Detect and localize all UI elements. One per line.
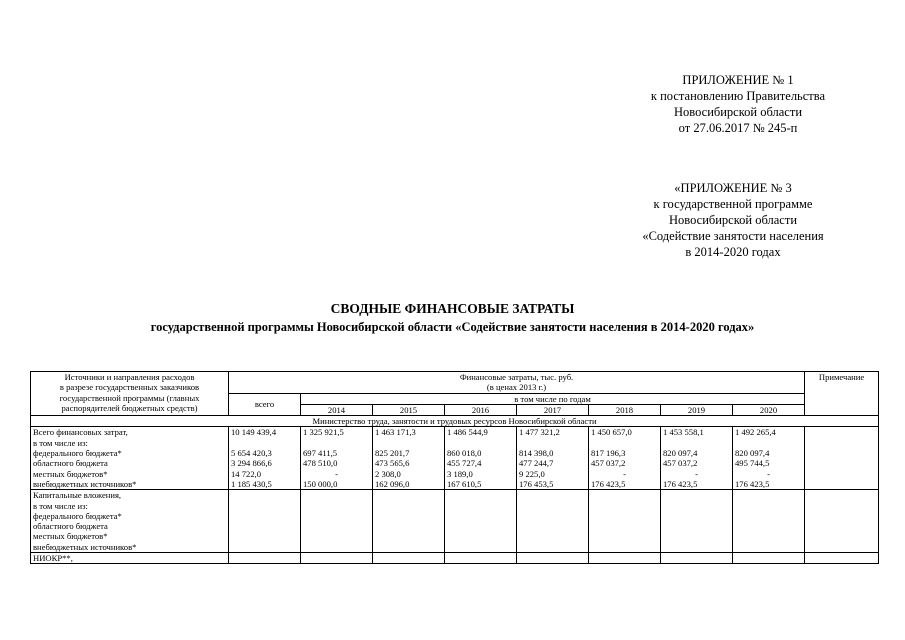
costs-column-header: Финансовые затраты, тыс. руб. (в ценах 2013 г.): [229, 372, 805, 394]
program-appendix-header: [608, 180, 858, 260]
year-header: 2015: [373, 404, 445, 415]
value-cell-2020: [733, 553, 805, 564]
header-line: в 2014-2020 годах: [685, 245, 781, 259]
value-cell-2020: 1 492 265,4 820 097,4 495 744,5 - 176 423,5: [733, 427, 805, 490]
document-title: СВОДНЫЕ ФИНАНСОВЫЕ ЗАТРАТЫ: [330, 301, 575, 316]
header-line: Новосибирской области: [668, 213, 798, 227]
value-cell-2019: [661, 490, 733, 553]
value-cell-2020: [733, 490, 805, 553]
source-column-header: Источники и направления расходов в разрезе государственных заказчиков государственной программы (главных распорядителей бюджетных средств): [31, 372, 229, 416]
header-line: Новосибирской области: [673, 105, 803, 119]
header-line: к постановлению Правительства: [650, 89, 826, 103]
year-header: 2020: [733, 404, 805, 415]
note-cell: [805, 490, 879, 553]
value-cell-total: [229, 553, 301, 564]
year-header: 2018: [589, 404, 661, 415]
value-cell-2016: [445, 553, 517, 564]
note-cell: [805, 553, 879, 564]
value-cell-2014: 1 325 921,5 697 411,5 478 510,0 - 150 000,0: [301, 427, 373, 490]
total-column-header: всего: [229, 393, 301, 416]
value-cell-2019: [661, 553, 733, 564]
table-header-row: [31, 372, 879, 394]
note-cell: [805, 427, 879, 490]
value-cell-2017: 1 477 321,2 814 398,0 477 244,7 9 225,0 176 453,5: [517, 427, 589, 490]
document-subtitle: государственной программы Новосибирской области «Содействие занятости населения в 2014-2020 годах»: [150, 320, 755, 334]
row-labels: НИОКР**,: [31, 553, 229, 564]
value-cell-2017: [517, 490, 589, 553]
value-cell-total: 10 149 439,4 5 654 420,3 3 294 866,6 14 722,0 1 185 430,5: [229, 427, 301, 490]
year-header: 2017: [517, 404, 589, 415]
note-column-header: Примечание: [805, 372, 879, 416]
value-cell-2018: [589, 490, 661, 553]
value-cell-2015: [373, 490, 445, 553]
value-cell-2016: 1 486 544,9 860 018,0 455 727,4 3 189,0 167 610,5: [445, 427, 517, 490]
table-row-rnd: [31, 553, 879, 564]
year-header: 2019: [661, 404, 733, 415]
value-cell-2018: 1 450 657,0 817 196,3 457 037,2 - 176 423,5: [589, 427, 661, 490]
value-cell-2018: [589, 553, 661, 564]
value-cell-2015: 1 463 171,3 825 201,7 473 565,6 2 308,0 162 096,0: [373, 427, 445, 490]
ministry-row: [31, 416, 879, 427]
resolution-appendix-header: [618, 72, 858, 136]
value-cell-2016: [445, 490, 517, 553]
year-header: 2016: [445, 404, 517, 415]
header-line: «ПРИЛОЖЕНИЕ № 3: [674, 181, 792, 195]
value-cell-total: [229, 490, 301, 553]
row-labels: Капитальные вложения, в том числе из: федерального бюджета* областного бюджета местных бюджетов* внебюджетных источников*: [31, 490, 229, 553]
ministry-name: Министерство труда, занятости и трудовых ресурсов Новосибирской области: [31, 416, 879, 427]
header-line: к государственной программе: [653, 197, 813, 211]
header-line: «Содействие занятости населения: [642, 229, 824, 243]
value-cell-2017: [517, 553, 589, 564]
year-header: 2014: [301, 404, 373, 415]
value-cell-2014: [301, 553, 373, 564]
table-row-total-costs: [31, 427, 879, 490]
row-labels: Всего финансовых затрат, в том числе из: федерального бюджета* областного бюджета местных бюджетов* внебюджетных источников*: [31, 427, 229, 490]
value-cell-2019: 1 453 558,1 820 097,4 457 037,2 - 176 423,5: [661, 427, 733, 490]
by-years-header: в том числе по годам: [301, 393, 805, 404]
value-cell-2014: [301, 490, 373, 553]
financial-costs-table: [30, 371, 879, 564]
header-line: от 27.06.2017 № 245-п: [678, 121, 798, 135]
value-cell-2015: [373, 553, 445, 564]
table-row-capital-investments: [31, 490, 879, 553]
header-line: ПРИЛОЖЕНИЕ № 1: [682, 73, 794, 87]
